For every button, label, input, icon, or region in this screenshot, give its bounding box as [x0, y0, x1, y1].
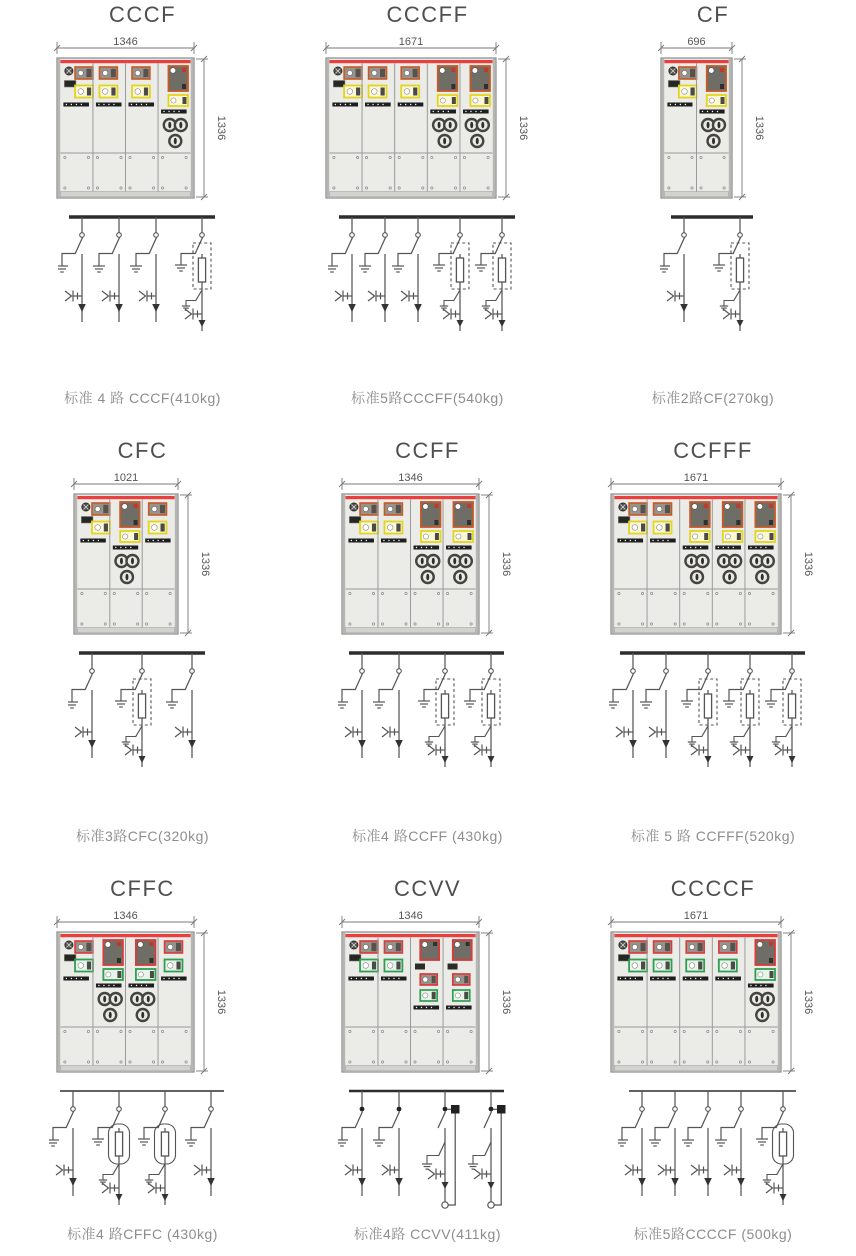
- unit-card-ccff: [285, 420, 570, 858]
- svg-text:1021: 1021: [113, 472, 138, 484]
- cabinet-front-view: [53, 908, 232, 1080]
- svg-text:1336: 1336: [198, 551, 211, 577]
- svg-text:1346: 1346: [398, 472, 423, 484]
- unit-caption: 标准4 路CFFC (430kg): [67, 1226, 218, 1242]
- svg-text:1671: 1671: [683, 910, 709, 922]
- single-line-diagram: [609, 646, 818, 780]
- svg-text:1671: 1671: [398, 36, 423, 48]
- unit-title: CF: [696, 2, 730, 27]
- cabinet-front-view: [338, 470, 517, 642]
- svg-text:1336: 1336: [516, 115, 529, 141]
- unit-card-cccf: [0, 0, 285, 420]
- unit-title: CCCFF: [386, 2, 469, 27]
- unit-card-cccff: [285, 0, 570, 420]
- svg-text:1336: 1336: [802, 989, 814, 1015]
- cabinet-front-view: [607, 470, 819, 642]
- unit-title: CCCF: [108, 2, 177, 27]
- unit-caption: 标准5路CCCCF (500kg): [633, 1226, 793, 1242]
- cabinet-front-view: [53, 34, 232, 206]
- unit-card-ccfff: [570, 420, 856, 858]
- single-line-diagram: [338, 646, 517, 780]
- cabinet-front-view: [607, 908, 819, 1080]
- svg-text:1671: 1671: [683, 472, 709, 484]
- unit-title: CCFFF: [673, 438, 753, 463]
- single-line-diagram: [618, 1084, 809, 1218]
- unit-caption: 标准5路CCCFF(540kg): [351, 390, 504, 406]
- svg-text:1336: 1336: [802, 551, 814, 577]
- svg-text:1346: 1346: [113, 36, 138, 48]
- cabinet-front-view: [70, 470, 216, 642]
- unit-caption: 标准 4 路 CCCF(410kg): [64, 390, 221, 406]
- svg-text:1336: 1336: [752, 115, 765, 141]
- unit-card-cf: [570, 0, 856, 420]
- unit-caption: 标准2路CF(270kg): [651, 390, 775, 406]
- unit-card-ccccf: [570, 858, 856, 1256]
- unit-caption: 标准4路 CCVV(411kg): [353, 1226, 501, 1242]
- unit-title: CCFF: [395, 438, 460, 463]
- single-line-diagram: [328, 210, 528, 344]
- svg-text:1336: 1336: [215, 115, 227, 141]
- cabinet-front-view: [657, 34, 770, 206]
- cabinet-front-view: [322, 34, 534, 206]
- unit-card-ccvv: [285, 858, 570, 1256]
- single-line-diagram: [68, 646, 218, 780]
- unit-title: CFC: [117, 438, 168, 463]
- unit-title: CCCCF: [670, 876, 756, 901]
- unit-card-cffc: [0, 858, 285, 1256]
- single-line-diagram: [58, 210, 228, 344]
- unit-title: CCVV: [393, 876, 462, 901]
- svg-text:1336: 1336: [215, 989, 227, 1015]
- single-line-diagram: [49, 1084, 237, 1218]
- unit-card-cfc: [0, 420, 285, 858]
- unit-caption: 标准 5 路 CCFFF(520kg): [630, 828, 796, 844]
- svg-text:1346: 1346: [398, 910, 423, 922]
- svg-text:1336: 1336: [500, 989, 512, 1015]
- svg-text:1346: 1346: [113, 910, 138, 922]
- unit-caption: 标准3路CFC(320kg): [75, 828, 210, 844]
- unit-caption: 标准4 路CCFF (430kg): [352, 828, 503, 844]
- svg-text:1336: 1336: [500, 551, 512, 577]
- svg-text:696: 696: [686, 36, 706, 48]
- single-line-diagram: [660, 210, 766, 344]
- cabinet-front-view: [338, 908, 517, 1080]
- single-line-diagram: [338, 1084, 517, 1218]
- unit-title: CFFC: [110, 876, 175, 901]
